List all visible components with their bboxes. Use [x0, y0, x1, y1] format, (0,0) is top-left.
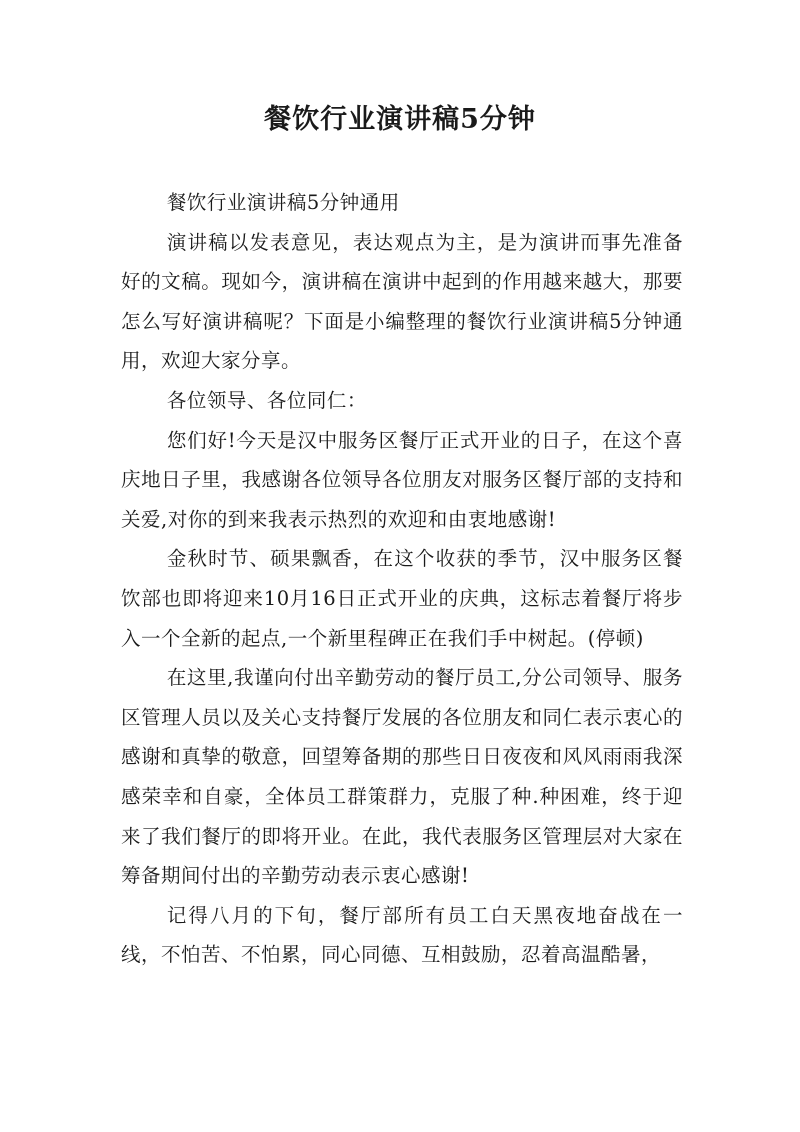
paragraph-greeting: 您们好!今天是汉中服务区餐厅正式开业的日子，在这个喜庆地日子里，我感谢各位领导各位朋友对服务区餐厅部的支持和关爱,对你的到来我表示热烈的欢迎和由衷地感谢! — [121, 428, 683, 531]
paragraph-intro: 演讲稿以发表意见，表达观点为主，是为演讲而事先准备好的文稿。现如今，演讲稿在演讲中起到的作用越来越大，那要怎么写好演讲稿呢？下面是小编整理的餐饮行业演讲稿5分钟通用，欢迎大家分享。 — [121, 230, 683, 373]
document-body — [121, 183, 683, 975]
paragraph-opening: 金秋时节、硕果飘香，在这个收获的季节，汉中服务区餐饮部也即将迎来10月16日正式开业的庆典，这标志着餐厅将步入一个全新的起点,一个新里程碑正在我们手中树起。(停顿) — [121, 547, 683, 650]
paragraph-memory: 记得八月的下旬，餐厅部所有员工白天黑夜地奋战在一线，不怕苦、不怕累，同心同德、互相鼓励，忍着高温酷暑， — [121, 903, 683, 967]
paragraph-subtitle: 餐饮行业演讲稿5分钟通用 — [166, 191, 400, 214]
document-title: 餐饮行业演讲稿5分钟 — [264, 104, 536, 135]
paragraph-salutation: 各位领导、各位同仁： — [166, 388, 367, 412]
paragraph-thanks: 在这里,我谨向付出辛勤劳动的餐厅员工,分公司领导、服务区管理人员以及关心支持餐厅发展的各位朋友和同仁表示衷心的感谢和真挚的敬意，回望筹备期的那些日日夜夜和风风雨雨我深感荣幸和自豪，全体员工群策群力，克服了种.种困难，终于迎来了我们餐厅的即将开业。在此，我代表服务区管理层对大家在筹备期间付出的辛勤劳动表示衷心感谢! — [121, 666, 683, 888]
